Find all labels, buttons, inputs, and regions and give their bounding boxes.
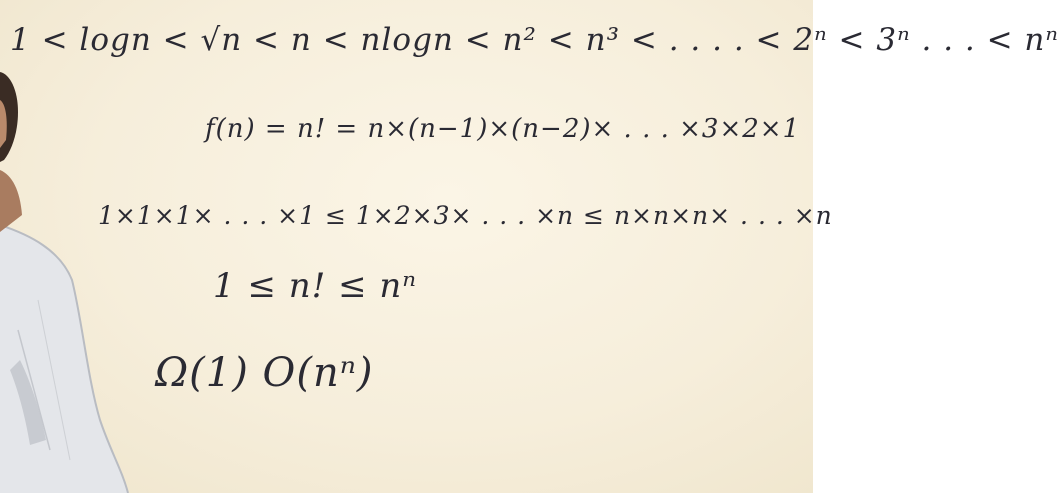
instructor [0,0,140,493]
asymptotic-notation: Ω(1) O(nⁿ) [155,350,374,396]
growth-order-inequality: 1 < logn < √n < n < nlogn < n² < n³ < . . . . < 2ⁿ < 3ⁿ . . . < nⁿ [10,22,1059,58]
factorial-bounds: 1 ≤ n! ≤ nⁿ [213,266,418,306]
factorial-definition: f(n) = n! = n×(n−1)×(n−2)× . . . ×3×2×1 [205,114,801,144]
factorial-bounds-products: 1×1×1× . . . ×1 ≤ 1×2×3× . . . ×n ≤ n×n×n× . . . ×n [98,201,833,230]
